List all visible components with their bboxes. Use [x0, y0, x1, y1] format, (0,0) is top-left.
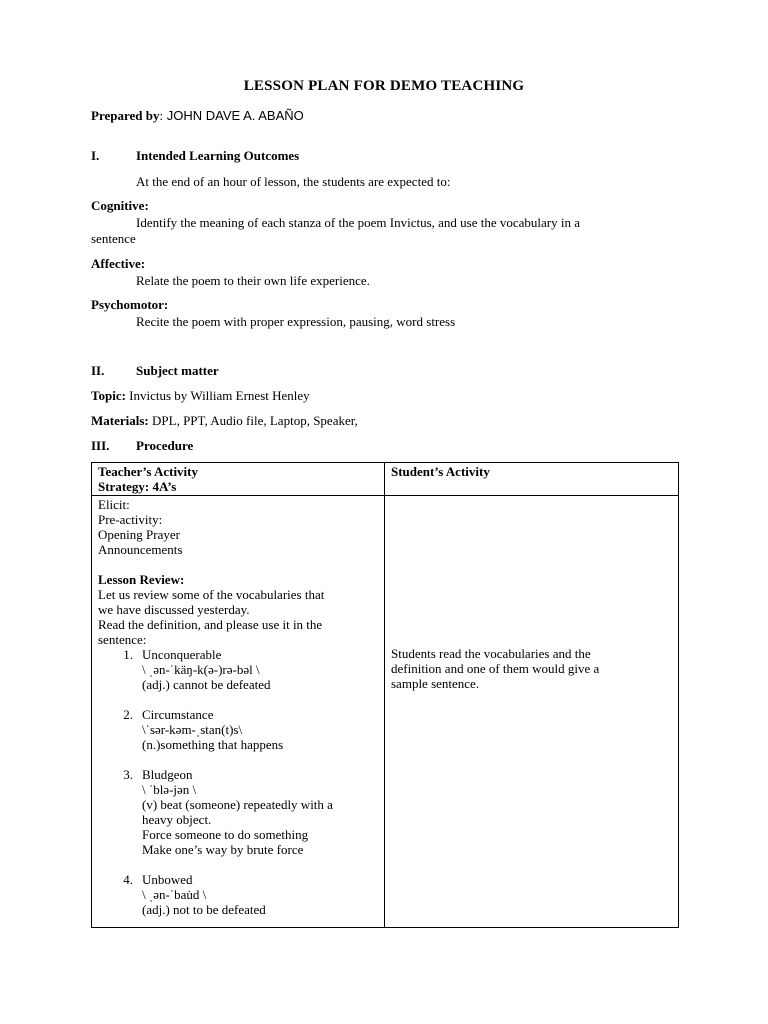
vocab-pronunciation: \ˈsər-kəm-ˌstan(t)s\ — [142, 722, 243, 737]
student-activity-cell — [385, 496, 679, 928]
vocab-definition: (adj.) not to be defeated — [142, 902, 266, 917]
announcements-item: Announcements — [98, 542, 183, 557]
vocab-item-2 — [123, 707, 378, 752]
topic-text: Invictus by William Ernest Henley — [125, 388, 310, 403]
student-activity-line1: Students read the vocabularies and the — [391, 646, 591, 661]
prepared-by-colon: : — [159, 108, 164, 123]
materials-label: Materials: — [91, 413, 149, 428]
elicit-label: Elicit: — [98, 497, 130, 512]
vocab-definition: (v) beat (someone) repeatedly with a — [142, 797, 333, 812]
vocab-definition: (adj.) cannot be defeated — [142, 677, 271, 692]
materials-line — [91, 413, 358, 428]
prepared-by-name: JOHN DAVE A. ABAÑO — [163, 108, 304, 123]
affective-label: Affective: — [91, 256, 146, 271]
vocab-item-4 — [123, 872, 378, 917]
page-title: LESSON PLAN FOR DEMO TEACHING — [243, 78, 525, 94]
student-activity-header: Student’s Activity — [391, 464, 490, 479]
vocab-definition-cont: heavy object. — [142, 812, 212, 827]
vocab-item-1 — [123, 647, 378, 692]
vocab-number: 4. — [123, 872, 133, 887]
cognitive-text-line1: Identify the meaning of each stanza of the poem Invictus, and use the vocabulary in a — [136, 215, 581, 230]
vocab-word: Unconquerable — [142, 647, 222, 662]
student-activity-header-cell — [385, 463, 679, 496]
review-instruction-line1: Let us review some of the vocabularies that — [98, 587, 325, 602]
teacher-activity-header: Teacher’s Activity — [98, 464, 199, 479]
section-1-heading: Intended Learning Outcomes — [136, 148, 300, 163]
pre-activity-label: Pre-activity: — [98, 512, 163, 527]
student-activity-line3: sample sentence. — [391, 676, 480, 691]
vocab-word: Unbowed — [142, 872, 193, 887]
strategy-label: Strategy: 4A’s — [98, 479, 177, 494]
section-3-number: III. — [91, 438, 110, 453]
prepared-by-label: Prepared by — [91, 108, 160, 123]
vocab-pronunciation: \ ˌən-ˈbau̇d \ — [142, 887, 207, 902]
vocab-pronunciation: \ ˌən-ˈkäŋ-k(ə-)rə-bəl \ — [142, 662, 260, 677]
section-2-number: II. — [91, 363, 105, 378]
vocab-number: 2. — [123, 707, 133, 722]
section-1-number: I. — [91, 148, 100, 163]
outcomes-intro: At the end of an hour of lesson, the students are expected to: — [136, 174, 451, 189]
cognitive-text-line2: sentence — [91, 231, 136, 246]
review-instruction-line2: we have discussed yesterday. — [98, 602, 250, 617]
student-activity-line2: definition and one of them would give a — [391, 661, 600, 676]
topic-label: Topic: — [91, 388, 126, 403]
psychomotor-text: Recite the poem with proper expression, pausing, word stress — [136, 314, 456, 329]
teacher-activity-header-cell — [92, 463, 385, 496]
procedure-table — [91, 462, 679, 928]
lesson-review-label: Lesson Review: — [98, 572, 185, 587]
vocab-pronunciation: \ ˈblə-jən \ — [142, 782, 197, 797]
vocab-item-3 — [123, 767, 378, 857]
vocab-number: 3. — [123, 767, 133, 782]
prepared-by-line — [91, 108, 304, 123]
vocab-definition-2: Force someone to do something — [142, 827, 309, 842]
review-instruction-line4: sentence: — [98, 632, 147, 647]
vocab-definition-3: Make one’s way by brute force — [142, 842, 304, 857]
vocab-word: Bludgeon — [142, 767, 193, 782]
psychomotor-label: Psychomotor: — [91, 297, 169, 312]
materials-text: DPL, PPT, Audio file, Laptop, Speaker, — [148, 413, 358, 428]
teacher-activity-cell — [92, 496, 385, 928]
opening-prayer-item: Opening Prayer — [98, 527, 180, 542]
section-2-heading: Subject matter — [136, 363, 219, 378]
procedure-table-body-row — [92, 496, 679, 928]
vocab-word: Circumstance — [142, 707, 214, 722]
topic-line — [91, 388, 310, 403]
vocab-number: 1. — [123, 647, 133, 662]
procedure-table-header-row — [92, 463, 679, 496]
affective-text: Relate the poem to their own life experience. — [136, 273, 370, 288]
section-3-heading: Procedure — [136, 438, 194, 453]
review-instruction-line3: Read the definition, and please use it in the — [98, 617, 323, 632]
vocab-definition: (n.)something that happens — [142, 737, 284, 752]
cognitive-label: Cognitive: — [91, 198, 149, 213]
